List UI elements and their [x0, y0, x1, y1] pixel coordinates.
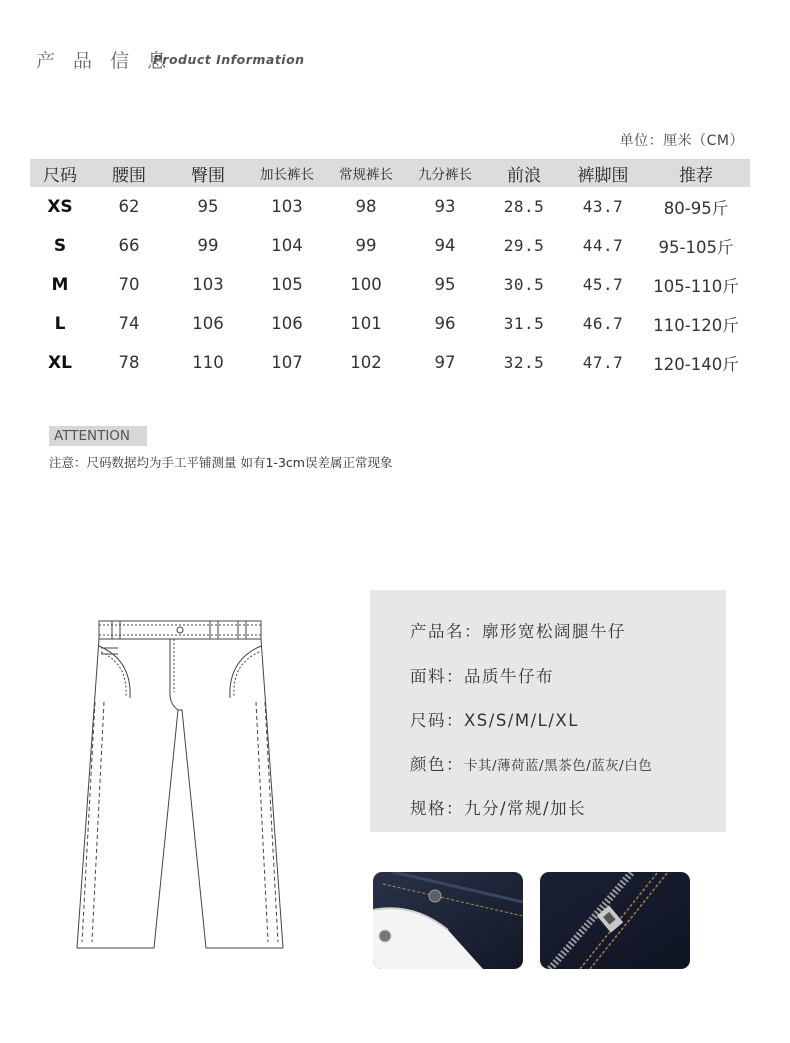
table-cell: 32.5: [503, 353, 545, 372]
table-cell: 107: [271, 353, 303, 372]
table-cell: 120-140斤: [653, 354, 739, 374]
column-header: 推荐: [642, 159, 750, 187]
table-cell: 46.7: [582, 314, 624, 333]
column-header: 腰围: [90, 159, 168, 187]
table-cell: 66: [118, 236, 140, 255]
table-cell: XL: [48, 352, 72, 373]
product-info-panel: [370, 590, 726, 832]
table-cell: 80-95斤: [663, 198, 729, 218]
jeans-sketch-icon: [70, 612, 290, 961]
fabric-value: 品质牛仔布: [464, 667, 554, 686]
table-cell: 101: [350, 314, 382, 333]
table-row: [30, 304, 750, 343]
table-cell: 104: [271, 236, 303, 255]
spec-label: 规格：: [410, 799, 464, 818]
table-cell: 94: [434, 236, 456, 255]
table-header-row: [30, 159, 750, 187]
table-cell: 102: [350, 353, 382, 372]
table-cell: 105-110斤: [653, 276, 739, 296]
attention-note: 注意：尺码数据均为手工平铺测量 如有1-3cm误差属正常现象: [49, 455, 393, 470]
column-header: 九分裤长: [406, 159, 484, 187]
product-name-line: [410, 618, 626, 642]
table-cell: 43.7: [582, 197, 624, 216]
attention-badge: ATTENTION: [49, 426, 147, 446]
table-cell: L: [54, 313, 66, 334]
color-label: 颜色：: [410, 755, 464, 774]
product-name-value: 廓形宽松阔腿牛仔: [482, 622, 626, 641]
table-cell: 96: [434, 314, 456, 333]
table-cell: 95-105斤: [658, 237, 734, 257]
spec-line: [410, 795, 586, 819]
section-title-en: Product Information: [153, 52, 305, 67]
table-cell: 98: [355, 197, 377, 216]
table-cell: 29.5: [503, 236, 545, 255]
section-title-cn: 产 品 信 息: [36, 50, 173, 72]
table-cell: 62: [118, 197, 140, 216]
color-line: [410, 751, 652, 775]
table-row: [30, 226, 750, 265]
column-header: 裤脚围: [564, 159, 642, 187]
table-cell: 44.7: [582, 236, 624, 255]
column-header: 前浪: [484, 159, 564, 187]
table-cell: 110-120斤: [653, 315, 739, 335]
table-cell: 99: [197, 236, 219, 255]
table-cell: 106: [192, 314, 224, 333]
table-cell: 103: [192, 275, 224, 294]
table-cell: 78: [118, 353, 140, 372]
fabric-label: 面料：: [410, 667, 464, 686]
column-header: 加长裤长: [248, 159, 326, 187]
denim-button-photo-icon: [373, 872, 523, 969]
table-row: [30, 343, 750, 382]
unit-label: 单位：厘米（CM）: [619, 133, 744, 149]
table-cell: 30.5: [503, 275, 545, 294]
table-cell: 28.5: [503, 197, 545, 216]
table-cell: 95: [197, 197, 219, 216]
table-cell: 97: [434, 353, 456, 372]
column-header: 常规裤长: [326, 159, 406, 187]
table-cell: 45.7: [582, 275, 624, 294]
fabric-line: [410, 663, 554, 687]
size-value: XS/S/M/L/XL: [464, 711, 579, 730]
size-chart-table: [30, 159, 750, 382]
table-cell: 47.7: [582, 353, 624, 372]
table-cell: S: [53, 235, 67, 256]
column-header: 尺码: [30, 159, 90, 187]
column-header: 臀围: [168, 159, 248, 187]
table-cell: 110: [192, 353, 224, 372]
table-row: [30, 187, 750, 226]
table-row: [30, 265, 750, 304]
table-cell: 106: [271, 314, 303, 333]
table-cell: 70: [118, 275, 140, 294]
table-cell: M: [51, 274, 69, 295]
spec-value: 九分/常规/加长: [464, 799, 587, 818]
table-cell: 100: [350, 275, 382, 294]
table-cell: 105: [271, 275, 303, 294]
table-cell: 99: [355, 236, 377, 255]
size-line: [410, 707, 579, 731]
table-cell: 74: [118, 314, 140, 333]
table-cell: XS: [47, 196, 73, 217]
table-cell: 95: [434, 275, 456, 294]
product-name-label: 产品名：: [410, 622, 482, 641]
size-label: 尺码：: [410, 711, 464, 730]
table-cell: 31.5: [503, 314, 545, 333]
table-cell: 103: [271, 197, 303, 216]
color-value: 卡其/薄荷蓝/黑茶色/蓝灰/白色: [464, 758, 653, 774]
denim-zipper-photo-icon: [540, 872, 690, 969]
table-cell: 93: [434, 197, 456, 216]
